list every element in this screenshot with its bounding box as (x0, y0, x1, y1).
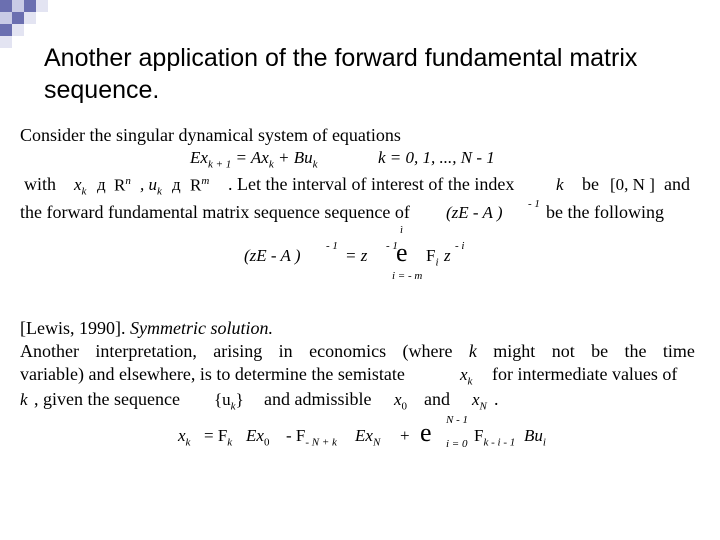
sum-lower: i = 0 (446, 438, 468, 450)
eq3-plus: + (400, 426, 410, 445)
math-sup: - 1 (386, 240, 398, 252)
intermediate-text: for intermediate values of (492, 364, 678, 384)
sum-upper: ì (400, 224, 404, 236)
math-xN: $x_N$ (472, 390, 487, 413)
given-text: , given the sequence (34, 389, 180, 409)
semistate-line: variable) and elsewhere, is to determine the semistate (20, 364, 405, 384)
math-resolvent-lhs: (zE - A ) (244, 246, 301, 265)
math-sup: - i (455, 240, 465, 252)
math-in-symbol: д (172, 175, 181, 194)
decor-square (36, 0, 48, 12)
sum-symbol: e (420, 418, 432, 447)
decor-square (0, 12, 12, 24)
math-x0: $x_0$ (394, 390, 408, 413)
math-k: k (20, 390, 28, 409)
line-with: with (24, 174, 57, 194)
decor-square (0, 0, 12, 12)
decor-square (12, 0, 24, 12)
math-rm: $R^m$ (190, 175, 210, 195)
eq3-F: $F_{k - i - 1}$ (474, 426, 516, 449)
decor-square (24, 12, 36, 24)
eq3-ex0: $Ex_0$ (246, 426, 270, 449)
decor-square (12, 12, 24, 24)
eq3-term2: - $F_{- N + k}$ (286, 426, 337, 449)
math-F: $F_i$ (426, 246, 439, 269)
decor-square (24, 0, 36, 12)
line-and: and (664, 174, 690, 194)
line-interval-text: . Let the interval of interest of the index (228, 174, 515, 194)
decor-square (12, 24, 24, 36)
decor-square (0, 24, 12, 36)
line-following: be the following (546, 202, 664, 222)
sum-lower: i = - m (392, 270, 423, 282)
math-k: k (556, 175, 564, 194)
reference-line: [Lewis, 1990]. Symmetric solution. (20, 318, 273, 338)
math-sup: - 1 (326, 240, 338, 252)
equation-condition: k = 0, 1, ..., N - 1 (378, 148, 495, 167)
math-xk: $x_k$ (74, 175, 87, 198)
eq3-Bu: $Bu_i$ (524, 426, 546, 449)
eq3-xk: $x_k$ (178, 426, 191, 449)
interpretation-line: Another interpretation, arising in economics (where k might not be the time (20, 341, 695, 361)
period: . (494, 389, 499, 409)
line-sequence: the forward fundamental matrix sequence sequence of (20, 202, 410, 222)
math-equals-z: = z (345, 246, 368, 265)
eq3-exN: $Ex_N$ (355, 426, 381, 449)
equation-system: $Ex_{k + 1} = Ax_k + Bu_k$ (190, 148, 318, 171)
math-z: z (444, 246, 451, 265)
math-xk: $x_k$ (460, 365, 473, 388)
math-rn: $R^n$ (114, 175, 131, 195)
sum-symbol: e (396, 238, 408, 267)
decor-square (0, 36, 12, 48)
intro-line: Consider the singular dynamical system of equations (20, 125, 401, 145)
sum-upper: N - 1 (446, 414, 468, 426)
admissible-text: and admissible (264, 389, 372, 409)
math-uk: , $u_k$ (140, 175, 162, 198)
slide-title: Another application of the forward fundamental matrix sequence. (44, 44, 638, 104)
math-sup: - 1 (528, 198, 540, 210)
math-resolvent: (zE - A ) (446, 203, 503, 222)
math-seq: $\{u_k\}$ (214, 390, 244, 413)
math-interval: [0, N ] (610, 175, 655, 194)
eq3-term1: = $F_k$ (204, 426, 233, 449)
math-in-symbol: д (97, 175, 106, 194)
and-text: and (424, 389, 450, 409)
line-be: be (582, 174, 599, 194)
